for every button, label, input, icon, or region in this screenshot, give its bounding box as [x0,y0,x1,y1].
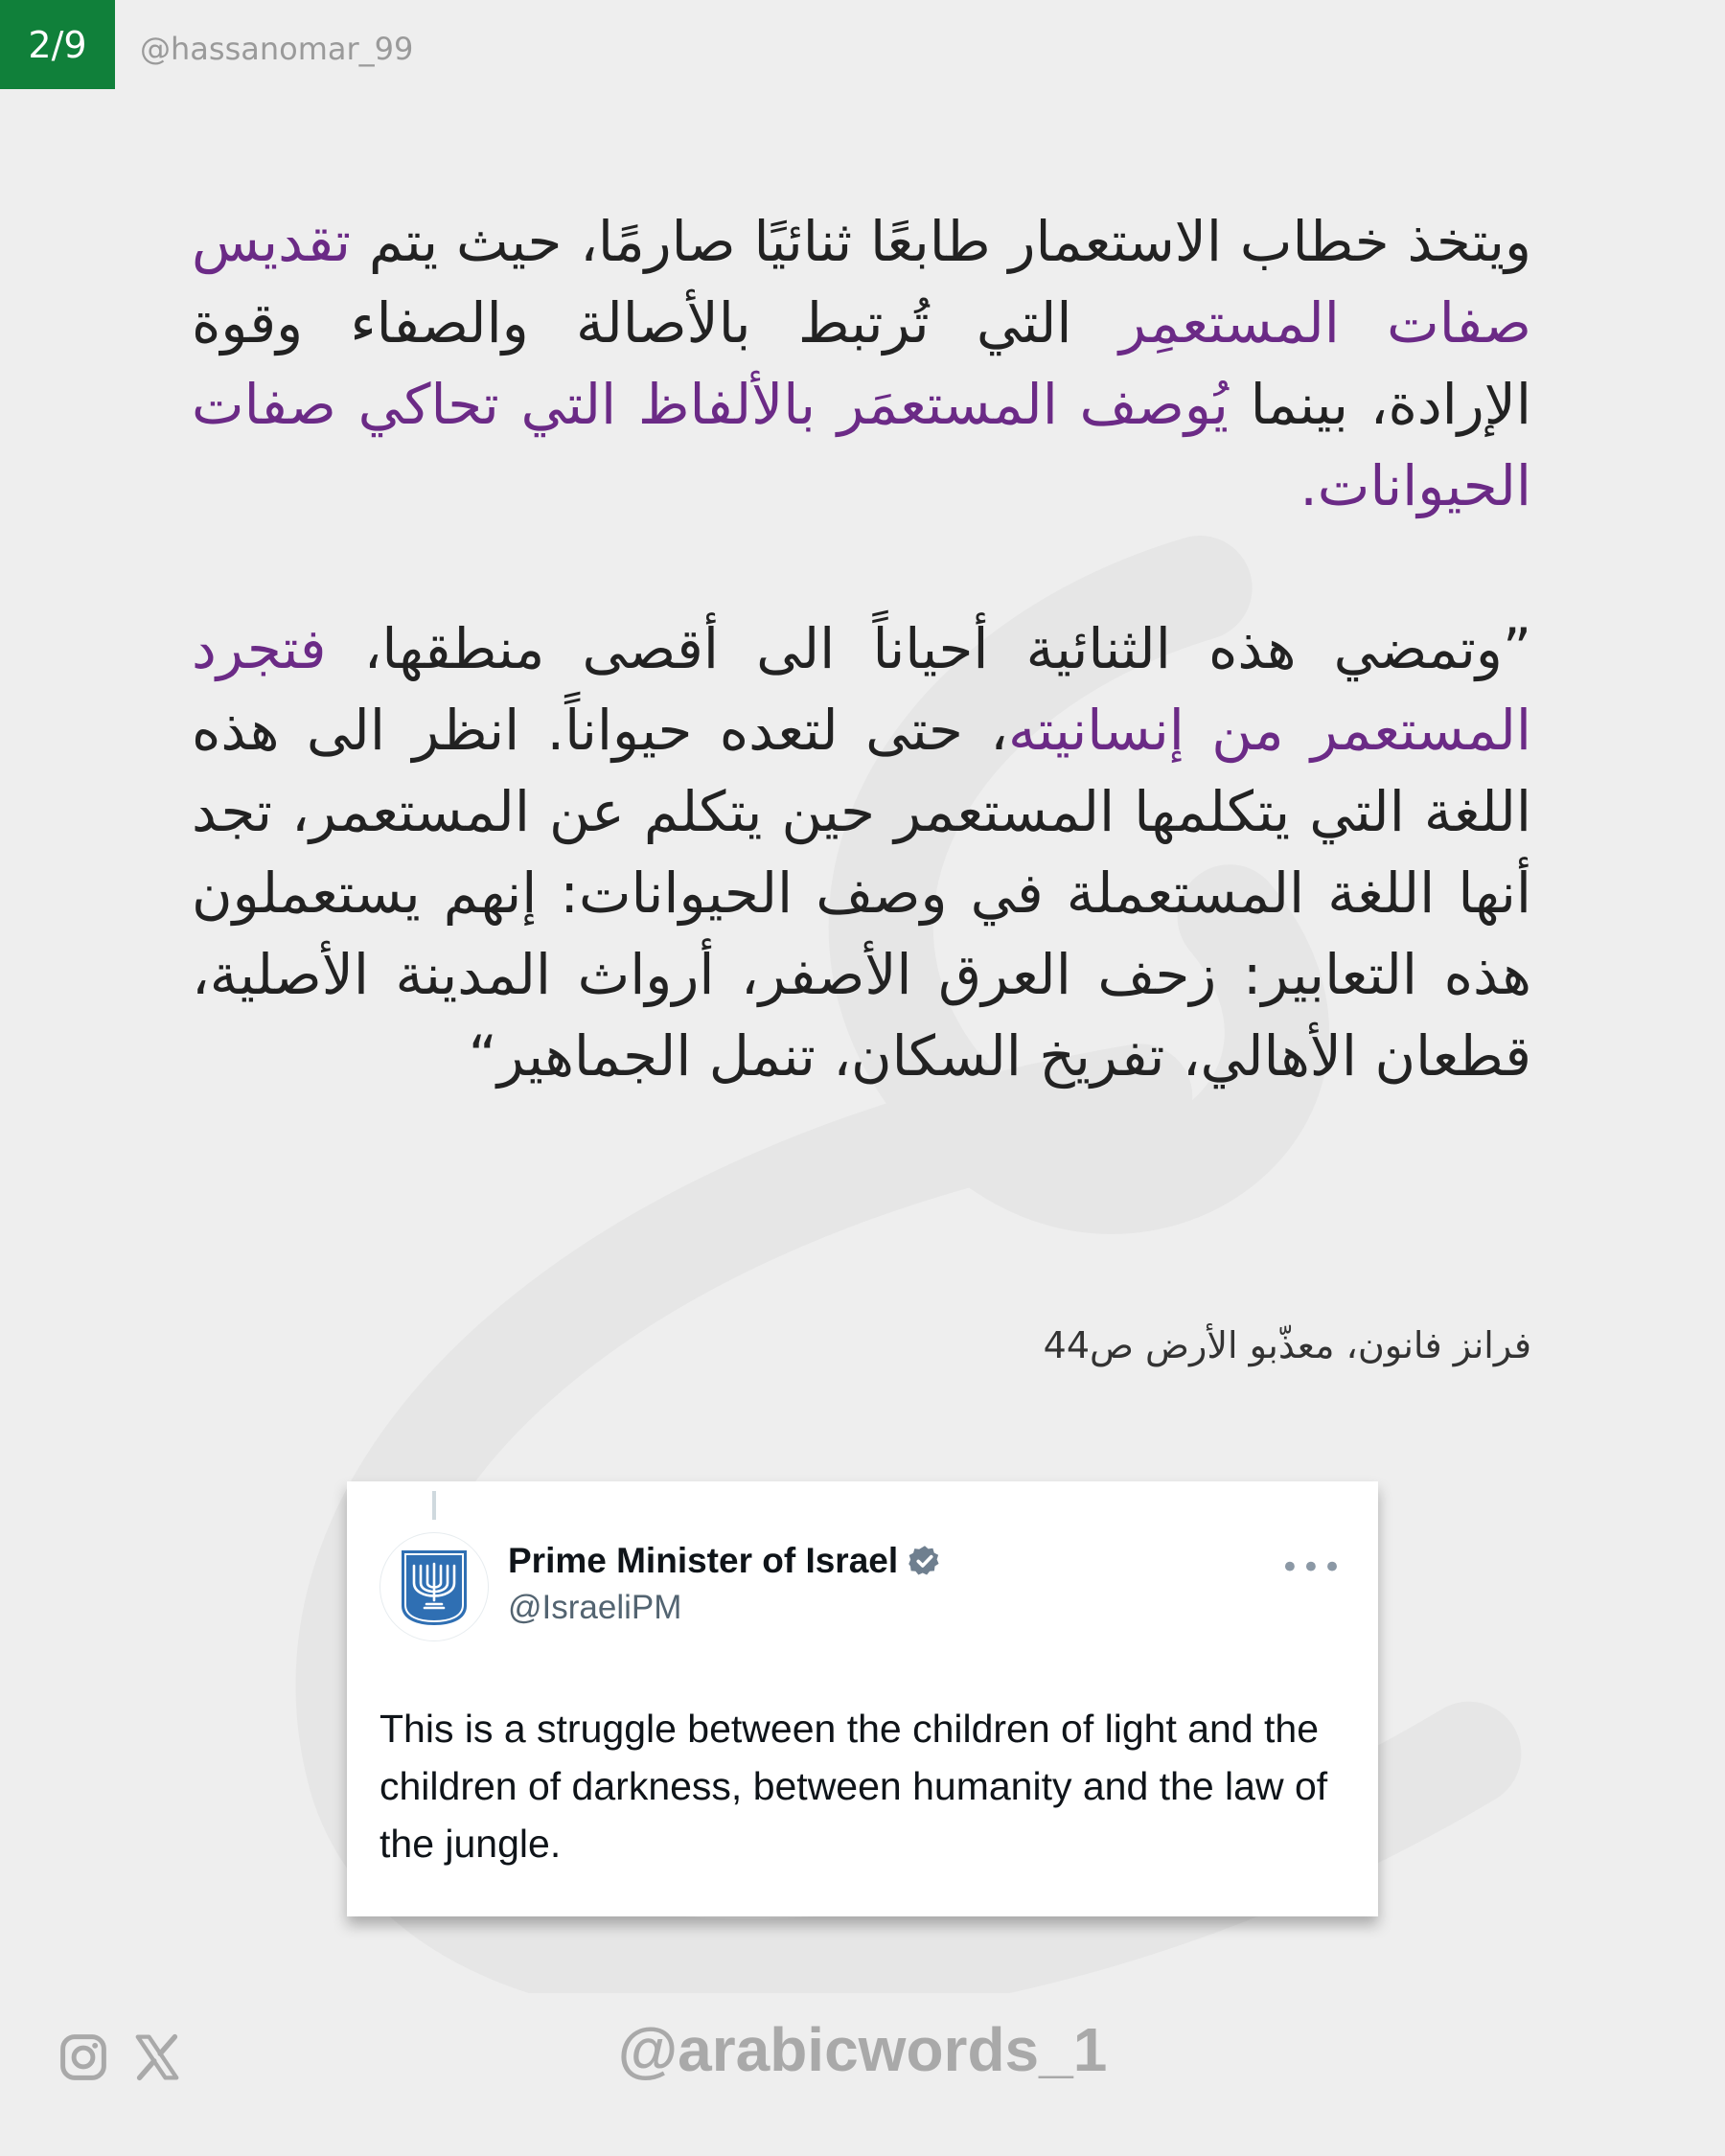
para2-text-b: ، حتى لتعده حيواناً. انظر الى هذه اللغة التي يتكلمها المستعمر حين يتكلم عن المستعمر، تجد أنها اللغة المستعملة في وصف الحيوانات: إنهم يستعملون هذه التعابير: زحف العرق الأصفر، أرواث المدينة الأصلية، قطعان الأهالي، تفريخ السكان، تنمل الجماهير“ [192,698,1531,1089]
footer-handle: @arabicwords_1 [617,2015,1108,2084]
paragraph-2-quote [192,608,1531,1097]
page-indicator-badge [0,0,115,89]
more-options-icon[interactable]: ••• [1279,1548,1344,1587]
paragraph-1 [192,201,1531,527]
page-indicator: 2/9 [28,23,87,66]
tweet-author-name[interactable] [508,1541,942,1581]
menorah-emblem-icon [398,1547,471,1627]
para2-text-a: ”وتمضي هذه الثنائية أحياناً الى أقصى منطقها، [326,616,1531,681]
para2-highlight: فتجرد المستعمر من إنسانيته [192,616,1532,763]
tweet-author-handle[interactable]: @IsraeliPM [508,1589,682,1626]
tweet-author-name-text: Prime Minister of Israel [508,1541,899,1580]
avatar[interactable] [380,1532,489,1641]
article-text [192,201,1531,1097]
author-handle: @hassanomar_99 [140,30,414,67]
tweet-text: This is a struggle between the children of light and the children of darkness, between humanity and the law of the jungle. [380,1707,1328,1866]
quote-citation: فرانز فانون، معذّبو الأرض ص44 [1043,1324,1531,1366]
para1-highlight-a: تقديس صفات المستعمِر [192,209,1532,356]
para1-highlight-b: يُوصف المستعمَر بالألفاظ التي تحاكي صفات الحيوانات. [192,372,1531,518]
para1-text-a: ويتخذ خطاب الاستعمار طابعًا ثنائيًا صارمًا، حيث يتم [351,209,1531,274]
thread-line [432,1491,436,1520]
verified-badge-icon [908,1544,942,1578]
para1-text-b: التي تُرتبط بالأصالة والصفاء وقوة الإرادة، بينما [192,290,1531,437]
tweet-card [347,1481,1378,1916]
